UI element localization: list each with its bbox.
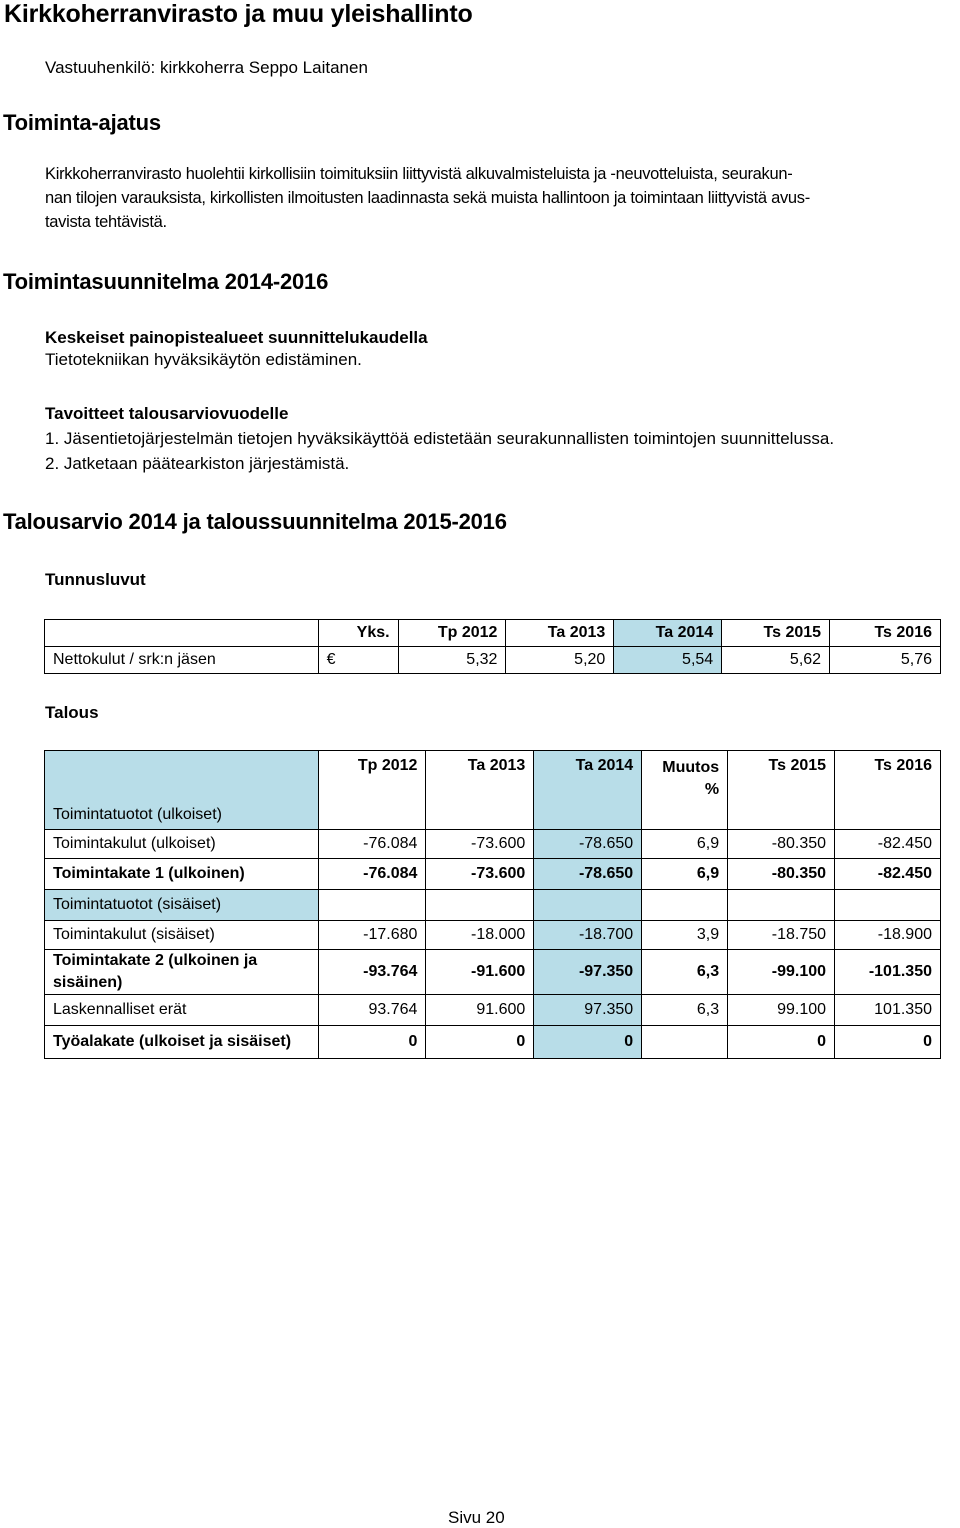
finance-row [45,995,941,1026]
goal-item: 2. Jatketaan päätearkiston järjestämistä. [45,454,350,473]
focus-heading: Keskeiset painopistealueet suunnittelukaudella [45,328,428,347]
finance-value-cell: -80.350 [728,830,835,859]
finance-header-row [45,751,941,802]
kpi-value-cell: 5,54 [614,647,722,674]
finance-value-cell: 6,9 [642,859,728,890]
finance-value-cell: 0 [426,1026,534,1059]
finance-value-cell [728,890,835,921]
finance-value-cell: -17.680 [318,921,426,950]
finance-value-cell: -18.750 [728,921,835,950]
kpi-heading: Tunnusluvut [45,570,146,589]
kpi-value-cell: 5,20 [506,647,614,674]
kpi-value-cell: 5,76 [830,647,941,674]
finance-value-cell [318,801,426,830]
finance-value-cell: 6,3 [642,995,728,1026]
finance-value-cell [642,1026,728,1059]
finance-heading: Talous [45,703,99,722]
finance-value-cell: 101.350 [835,995,941,1026]
finance-label-cell: Toimintatuotot (ulkoiset) [45,801,319,830]
finance-value-cell: 0 [318,1026,426,1059]
kpi-header-cell: Ts 2015 [722,620,830,647]
kpi-header-cell: Tp 2012 [398,620,506,647]
kpi-row [45,647,941,674]
finance-row [45,950,941,995]
finance-row [45,830,941,859]
finance-header-cell: Ta 2013 [426,751,534,802]
finance-value-cell: -78.650 [534,830,642,859]
finance-value-cell: -76.084 [318,859,426,890]
finance-label-cell: Toimintakate 1 (ulkoinen) [45,859,319,890]
finance-value-cell: 6,3 [642,950,728,995]
finance-value-cell: -80.350 [728,859,835,890]
finance-value-cell [835,801,941,830]
finance-value-cell: -101.350 [835,950,941,995]
finance-value-cell: 0 [534,1026,642,1059]
kpi-header-cell: Ts 2016 [830,620,941,647]
responsible-person: Vastuuhenkilö: kirkkoherra Seppo Laitanen [45,58,368,77]
kpi-header-cell: Ta 2014 [614,620,722,647]
finance-label-cell: Toimintakulut (ulkoiset) [45,830,319,859]
goals-heading: Tavoitteet talousarviovuodelle [45,404,289,423]
finance-value-cell: 0 [728,1026,835,1059]
finance-value-cell: -73.600 [426,830,534,859]
kpi-header-cell [45,620,319,647]
finance-value-cell: -93.764 [318,950,426,995]
mission-line: Kirkkoherranvirasto huolehtii kirkollisiin toimituksiin liittyvistä alkuvalmisteluista ja -neuvotteluista, seurakun- [45,165,793,183]
finance-row [45,801,941,830]
finance-header-cell [45,751,319,802]
finance-value-cell [642,890,728,921]
finance-value-cell [728,801,835,830]
finance-value-cell: -82.450 [835,830,941,859]
goal-item: 1. Jäsentietojärjestelmän tietojen hyväksikäyttöä edistetään seurakunnallisten toimintojen suunnittelussa. [45,429,835,448]
focus-text: Tietotekniikan hyväksikäytön edistäminen. [45,350,362,369]
finance-value-cell [426,801,534,830]
finance-value-cell: -76.084 [318,830,426,859]
page-number: Sivu 20 [448,1508,505,1527]
finance-value-cell: 3,9 [642,921,728,950]
budget-heading: Talousarvio 2014 ja taloussuunnitelma 2015-2016 [3,509,507,534]
finance-header-cell: Tp 2012 [318,751,426,802]
finance-row [45,921,941,950]
finance-header-cell: Ts 2015 [728,751,835,802]
page-title: Kirkkoherranvirasto ja muu yleishallinto [4,0,473,28]
finance-value-cell: -99.100 [728,950,835,995]
finance-label-cell: Työalakate (ulkoiset ja sisäiset) [45,1026,319,1059]
kpi-header-cell: Ta 2013 [506,620,614,647]
finance-value-cell: 91.600 [426,995,534,1026]
finance-value-cell [534,890,642,921]
finance-label-cell: Laskennalliset erät [45,995,319,1026]
finance-value-cell: 99.100 [728,995,835,1026]
finance-row [45,890,941,921]
finance-label-cell: Toimintakulut (sisäiset) [45,921,319,950]
finance-value-cell: 6,9 [642,830,728,859]
plan-heading: Toimintasuunnitelma 2014-2016 [3,269,329,294]
finance-row [45,1026,941,1059]
finance-header-cell: Ts 2016 [835,751,941,802]
finance-value-cell [835,890,941,921]
finance-value-cell: -97.350 [534,950,642,995]
finance-header-cell: Ta 2014 [534,751,642,802]
finance-row [45,859,941,890]
finance-value-cell: -91.600 [426,950,534,995]
kpi-table [44,619,941,674]
finance-value-cell: -18.900 [835,921,941,950]
kpi-header-row [45,620,941,647]
finance-label-cell: Toimintatuotot (sisäiset) [45,890,319,921]
finance-value-cell: -73.600 [426,859,534,890]
finance-value-cell [426,890,534,921]
mission-heading: Toiminta-ajatus [3,110,161,135]
finance-value-cell: -78.650 [534,859,642,890]
mission-paragraph [45,162,960,234]
finance-value-cell: 0 [835,1026,941,1059]
kpi-unit-cell: € [318,647,398,674]
finance-value-cell: -82.450 [835,859,941,890]
finance-value-cell [642,801,728,830]
mission-line: nan tilojen varauksista, kirkollisten ilmoitusten laadinnasta sekä muista hallintoon ja toimintaan liittyvistä avus- [45,189,810,207]
kpi-label-cell: Nettokulut / srk:n jäsen [45,647,319,674]
finance-value-cell [534,801,642,830]
kpi-value-cell: 5,62 [722,647,830,674]
kpi-value-cell: 5,32 [398,647,506,674]
finance-value-cell: 93.764 [318,995,426,1026]
kpi-header-cell: Yks. [318,620,398,647]
finance-table [44,750,941,1059]
finance-header-cell: Muutos % [642,751,728,802]
finance-value-cell: 97.350 [534,995,642,1026]
finance-label-cell: Toimintakate 2 (ulkoinen ja sisäinen) [45,950,319,995]
finance-value-cell [318,890,426,921]
mission-line: tavista tehtävistä. [45,213,167,231]
finance-value-cell: -18.000 [426,921,534,950]
finance-value-cell: -18.700 [534,921,642,950]
